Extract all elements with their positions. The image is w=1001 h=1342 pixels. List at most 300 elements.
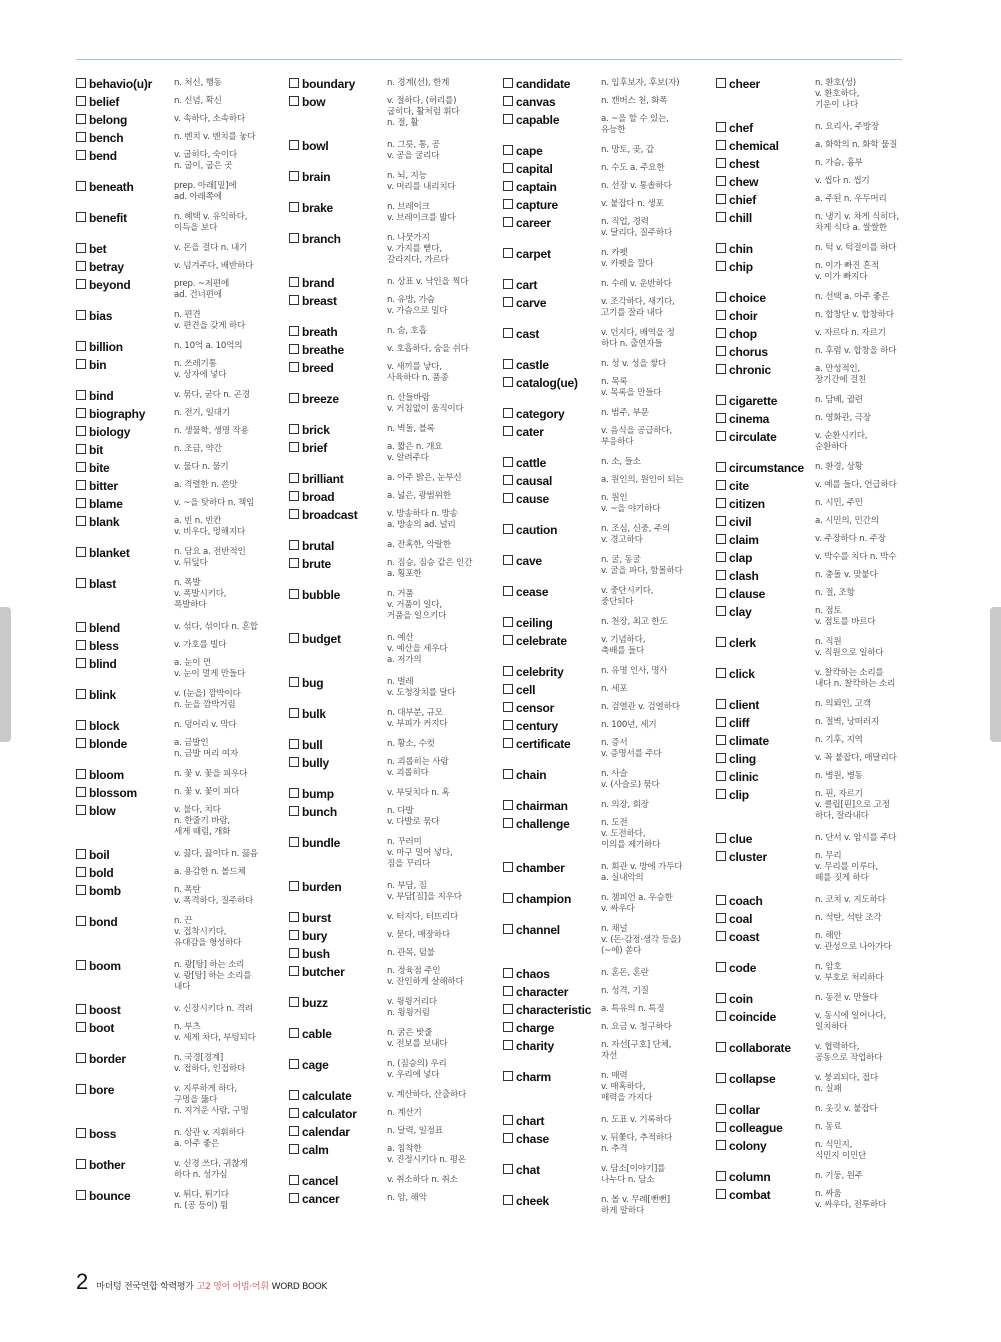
- vocab-word: [289, 325, 389, 339]
- vocab-word-label: bush: [302, 947, 330, 961]
- vocab-word-label: brief: [302, 441, 328, 455]
- checkbox-icon[interactable]: [289, 708, 299, 718]
- vocab-word: [716, 211, 816, 225]
- vocab-meaning: n. 굵은 밧줄 v. 전보를 보내다: [387, 1028, 448, 1049]
- vocab-meaning: n. 병원, 병동: [815, 771, 863, 781]
- vocab-meaning: n. 조심, 신중, 주의 v. 경고하다: [601, 524, 671, 545]
- vocab-word: [503, 162, 603, 176]
- checkbox-icon[interactable]: [716, 1171, 726, 1181]
- checkbox-icon[interactable]: [76, 310, 86, 320]
- vocab-word: [76, 719, 176, 733]
- checkbox-icon[interactable]: [76, 96, 86, 106]
- checkbox-icon[interactable]: [289, 1126, 299, 1136]
- vocab-meaning: n. 충돌 v. 맞붙다: [815, 570, 878, 580]
- vocab-meaning: n. 벤치 v. 벤치를 놓다: [174, 132, 256, 142]
- checkbox-icon[interactable]: [76, 498, 86, 508]
- checkbox-icon[interactable]: [76, 547, 86, 557]
- checkbox-icon[interactable]: [503, 279, 513, 289]
- checkbox-icon[interactable]: [716, 346, 726, 356]
- vocab-meaning: n. 혜택 v. 유익하다, 이득을 보다: [174, 212, 248, 233]
- checkbox-icon[interactable]: [76, 390, 86, 400]
- vocab-meaning: n. 턱 v. 턱걸이를 하다: [815, 243, 897, 253]
- checkbox-icon[interactable]: [503, 328, 513, 338]
- checkbox-icon[interactable]: [289, 1059, 299, 1069]
- checkbox-icon[interactable]: [716, 1104, 726, 1114]
- checkbox-icon[interactable]: [76, 720, 86, 730]
- vocab-word: [76, 621, 176, 635]
- checkbox-icon[interactable]: [716, 606, 726, 616]
- vocab-meaning: n. 범주, 부문: [601, 408, 649, 418]
- checkbox-icon[interactable]: [76, 1004, 86, 1014]
- checkbox-icon[interactable]: [76, 444, 86, 454]
- vocab-word: [76, 358, 176, 372]
- checkbox-icon[interactable]: [716, 1122, 726, 1132]
- checkbox-icon[interactable]: [76, 640, 86, 650]
- vocab-word: [716, 1139, 816, 1153]
- checkbox-icon[interactable]: [76, 279, 86, 289]
- vocab-meaning: n. 유방, 가슴 v. 가슴으로 밀다: [387, 295, 448, 316]
- vocab-meaning: v. 가호를 빌다: [174, 640, 227, 650]
- checkbox-icon[interactable]: [716, 364, 726, 374]
- checkbox-icon[interactable]: [716, 516, 726, 526]
- vocab-word-label: citizen: [729, 497, 765, 511]
- checkbox-icon[interactable]: [503, 738, 513, 748]
- checkbox-icon[interactable]: [76, 805, 86, 815]
- vocab-meaning: n. 자선[구호] 단체, 자선: [601, 1040, 672, 1061]
- vocab-meaning: v. 윙윙거리다 n. 윙윙거림: [387, 997, 437, 1018]
- vocab-word: [503, 425, 603, 439]
- vocab-word-label: chest: [729, 157, 760, 171]
- checkbox-icon[interactable]: [503, 635, 513, 645]
- vocab-word: [716, 363, 816, 377]
- checkbox-icon[interactable]: [716, 413, 726, 423]
- vocab-word: [503, 737, 603, 751]
- vocab-word-label: celebrity: [516, 665, 564, 679]
- checkbox-icon[interactable]: [289, 473, 299, 483]
- vocab-word-label: cigarette: [729, 394, 778, 408]
- vocab-meaning: a. ~을 할 수 있는, 유능한: [601, 114, 669, 135]
- checkbox-icon[interactable]: [76, 426, 86, 436]
- checkbox-icon[interactable]: [716, 668, 726, 678]
- checkbox-icon[interactable]: [716, 913, 726, 923]
- checkbox-icon[interactable]: [289, 966, 299, 976]
- checkbox-icon[interactable]: [716, 552, 726, 562]
- vocab-word-label: combat: [729, 1188, 771, 1202]
- checkbox-icon[interactable]: [289, 540, 299, 550]
- checkbox-icon[interactable]: [76, 1190, 86, 1200]
- vocab-meaning: n. 가슴, 흉부: [815, 158, 863, 168]
- checkbox-icon[interactable]: [76, 1159, 86, 1169]
- checkbox-icon[interactable]: [503, 684, 513, 694]
- checkbox-icon[interactable]: [289, 140, 299, 150]
- vocab-word-label: blend: [89, 621, 120, 635]
- checkbox-icon[interactable]: [289, 277, 299, 287]
- vocab-word: [76, 657, 176, 671]
- checkbox-icon[interactable]: [716, 789, 726, 799]
- vocab-word: [289, 738, 389, 752]
- vocab-meaning: n. 도표 v. 기록하다: [601, 1115, 672, 1125]
- checkbox-icon[interactable]: [76, 359, 86, 369]
- checkbox-icon[interactable]: [716, 833, 726, 843]
- vocab-meaning: n. 냉기 v. 차게 식히다, 차게 식다 a. 쌀쌀한: [815, 212, 899, 233]
- vocab-meaning: a. 원인의, 원인이 되는: [601, 475, 684, 485]
- checkbox-icon[interactable]: [76, 480, 86, 490]
- checkbox-icon[interactable]: [716, 1140, 726, 1150]
- checkbox-icon[interactable]: [76, 1022, 86, 1032]
- checkbox-icon[interactable]: [716, 1073, 726, 1083]
- vocab-word-label: behavio(u)r: [89, 77, 153, 91]
- checkbox-icon[interactable]: [503, 1022, 513, 1032]
- checkbox-icon[interactable]: [503, 163, 513, 173]
- vocab-meaning: a. 시민의, 민간의: [815, 516, 879, 526]
- checkbox-icon[interactable]: [503, 1071, 513, 1081]
- vocab-meaning: n. 의장, 회장: [601, 800, 649, 810]
- checkbox-icon[interactable]: [289, 788, 299, 798]
- vocab-word-label: bow: [302, 95, 326, 109]
- checkbox-icon[interactable]: [76, 867, 86, 877]
- vocab-meaning: n. 관목, 덤불: [387, 948, 435, 958]
- checkbox-icon[interactable]: [716, 588, 726, 598]
- checkbox-icon[interactable]: [503, 586, 513, 596]
- vocab-meaning: v. 절하다, (허리를) 굽히다, 활처럼 휘다 n. 절, 활: [387, 96, 460, 128]
- checkbox-icon[interactable]: [503, 217, 513, 227]
- vocab-word-label: breast: [302, 294, 337, 308]
- checkbox-icon[interactable]: [289, 948, 299, 958]
- vocab-word: [289, 201, 389, 215]
- checkbox-icon[interactable]: [503, 702, 513, 712]
- vocab-word-label: bend: [89, 149, 117, 163]
- vocab-word: [503, 113, 603, 127]
- checkbox-icon[interactable]: [503, 145, 513, 155]
- checkbox-icon[interactable]: [716, 735, 726, 745]
- checkbox-icon[interactable]: [289, 997, 299, 1007]
- vocab-meaning: v. 찰칵하는 소리를 내다 n. 찰칵하는 소리: [815, 668, 896, 689]
- checkbox-icon[interactable]: [716, 534, 726, 544]
- vocab-word: [289, 996, 389, 1010]
- vocab-word-label: clerk: [729, 636, 757, 650]
- checkbox-icon[interactable]: [289, 912, 299, 922]
- checkbox-icon[interactable]: [716, 962, 726, 972]
- checkbox-icon[interactable]: [716, 1011, 726, 1021]
- checkbox-icon[interactable]: [289, 757, 299, 767]
- checkbox-icon[interactable]: [503, 617, 513, 627]
- vocab-meaning: n. 벌레 v. 도청장치를 달다: [387, 677, 456, 698]
- checkbox-icon[interactable]: [289, 558, 299, 568]
- vocab-word: [716, 850, 816, 864]
- checkbox-icon[interactable]: [289, 202, 299, 212]
- checkbox-icon[interactable]: [716, 717, 726, 727]
- checkbox-icon[interactable]: [76, 622, 86, 632]
- checkbox-icon[interactable]: [76, 150, 86, 160]
- vocab-word: [503, 634, 603, 648]
- checkbox-icon[interactable]: [716, 310, 726, 320]
- checkbox-icon[interactable]: [76, 960, 86, 970]
- vocab-word: [716, 139, 816, 153]
- vocab-word-label: belief: [89, 95, 120, 109]
- vocab-meaning: n. 직업, 경력 v. 달리다, 질주하다: [601, 217, 673, 238]
- checkbox-icon[interactable]: [76, 78, 86, 88]
- checkbox-icon[interactable]: [716, 462, 726, 472]
- checkbox-icon[interactable]: [76, 689, 86, 699]
- checkbox-icon[interactable]: [503, 297, 513, 307]
- vocab-word-label: cable: [302, 1027, 332, 1041]
- checkbox-icon[interactable]: [289, 344, 299, 354]
- vocab-meaning: n. 거품 v. 거품이 일다, 거품을 일으키다: [387, 589, 447, 621]
- checkbox-icon[interactable]: [76, 885, 86, 895]
- vocab-meaning: n. 선택 a. 아주 좋은: [815, 292, 890, 302]
- vocab-word: [289, 139, 389, 153]
- checkbox-icon[interactable]: [289, 1193, 299, 1203]
- checkbox-icon[interactable]: [503, 475, 513, 485]
- checkbox-icon[interactable]: [716, 261, 726, 271]
- vocab-word: [76, 1189, 176, 1203]
- checkbox-icon[interactable]: [76, 916, 86, 926]
- checkbox-icon[interactable]: [289, 171, 299, 181]
- checkbox-icon[interactable]: [716, 194, 726, 204]
- vocab-meaning: n. 동료: [815, 1122, 842, 1132]
- checkbox-icon[interactable]: [289, 930, 299, 940]
- checkbox-icon[interactable]: [503, 968, 513, 978]
- checkbox-icon[interactable]: [289, 881, 299, 891]
- vocab-word-label: colleague: [729, 1121, 783, 1135]
- checkbox-icon[interactable]: [503, 1133, 513, 1143]
- vocab-word-label: bully: [302, 756, 330, 770]
- vocab-word-label: career: [516, 216, 551, 230]
- checkbox-icon[interactable]: [716, 328, 726, 338]
- checkbox-icon[interactable]: [716, 699, 726, 709]
- vocab-word: [716, 394, 816, 408]
- checkbox-icon[interactable]: [76, 1084, 86, 1094]
- checkbox-icon[interactable]: [289, 589, 299, 599]
- vocab-meaning: a. 침착한 v. 진정시키다 n. 평온: [387, 1144, 466, 1165]
- checkbox-icon[interactable]: [716, 895, 726, 905]
- checkbox-icon[interactable]: [289, 1090, 299, 1100]
- checkbox-icon[interactable]: [503, 78, 513, 88]
- checkbox-icon[interactable]: [503, 769, 513, 779]
- checkbox-icon[interactable]: [289, 1144, 299, 1154]
- checkbox-icon[interactable]: [76, 181, 86, 191]
- checkbox-icon[interactable]: [289, 509, 299, 519]
- checkbox-icon[interactable]: [289, 1175, 299, 1185]
- checkbox-icon[interactable]: [289, 326, 299, 336]
- checkbox-icon[interactable]: [503, 862, 513, 872]
- checkbox-icon[interactable]: [289, 362, 299, 372]
- checkbox-icon[interactable]: [289, 424, 299, 434]
- vocab-meaning: n. 경계(선), 한계: [387, 78, 450, 88]
- vocab-word: [716, 716, 816, 730]
- checkbox-icon[interactable]: [503, 1004, 513, 1014]
- vocab-word-label: blossom: [89, 786, 137, 800]
- checkbox-icon[interactable]: [503, 986, 513, 996]
- vocab-meaning: n. 증서 v. 증명서를 주다: [601, 738, 662, 759]
- checkbox-icon[interactable]: [503, 666, 513, 676]
- vocab-word-label: chaos: [516, 967, 550, 981]
- checkbox-icon[interactable]: [76, 849, 86, 859]
- vocab-word-label: bull: [302, 738, 323, 752]
- checkbox-icon[interactable]: [503, 426, 513, 436]
- checkbox-icon[interactable]: [716, 851, 726, 861]
- checkbox-icon[interactable]: [716, 993, 726, 1003]
- vocab-meaning: n. 수레 v. 운반하다: [601, 279, 672, 289]
- vocab-word-label: branch: [302, 232, 341, 246]
- checkbox-icon[interactable]: [76, 341, 86, 351]
- vocab-meaning: n. 덩어리 v. 막다: [174, 720, 237, 730]
- checkbox-icon[interactable]: [716, 771, 726, 781]
- vocab-word: [289, 1058, 389, 1072]
- vocab-word: [716, 605, 816, 619]
- left-page-tab: [0, 607, 11, 742]
- checkbox-icon[interactable]: [503, 555, 513, 565]
- checkbox-icon[interactable]: [716, 78, 726, 88]
- vocab-meaning: v. 박수를 치다 n. 박수: [815, 552, 897, 562]
- vocab-meaning: a. 금발인 n. 금발 머리 여자: [174, 738, 238, 759]
- vocab-word: [76, 77, 176, 91]
- vocab-meaning: a. 아주 밝은, 눈부신: [387, 473, 462, 483]
- checkbox-icon[interactable]: [503, 893, 513, 903]
- vocab-meaning: n. 달력, 일정표: [387, 1126, 443, 1136]
- vocab-meaning: n. 수도 a. 주요한: [601, 163, 665, 173]
- checkbox-icon[interactable]: [716, 480, 726, 490]
- checkbox-icon[interactable]: [716, 431, 726, 441]
- vocab-word-label: bundle: [302, 836, 341, 850]
- checkbox-icon[interactable]: [76, 1053, 86, 1063]
- checkbox-icon[interactable]: [503, 181, 513, 191]
- vocab-word: [76, 211, 176, 225]
- vocab-word: [76, 260, 176, 274]
- checkbox-icon[interactable]: [716, 1189, 726, 1199]
- vocab-word: [503, 923, 603, 937]
- vocab-meaning: v. 자르다 n. 자르기: [815, 328, 886, 338]
- checkbox-icon[interactable]: [716, 122, 726, 132]
- vocab-meaning: n. 원인 v. ~을 야기하다: [601, 493, 661, 514]
- vocab-word-label: cape: [516, 144, 543, 158]
- vocab-word-label: bond: [89, 915, 118, 929]
- checkbox-icon[interactable]: [503, 1195, 513, 1205]
- checkbox-icon[interactable]: [76, 658, 86, 668]
- vocab-word-label: brain: [302, 170, 331, 184]
- checkbox-icon[interactable]: [503, 457, 513, 467]
- checkbox-icon[interactable]: [503, 114, 513, 124]
- vocab-meaning: v. 신장시키다 n. 격려: [174, 1004, 253, 1014]
- checkbox-icon[interactable]: [289, 393, 299, 403]
- checkbox-icon[interactable]: [76, 578, 86, 588]
- checkbox-icon[interactable]: [289, 491, 299, 501]
- checkbox-icon[interactable]: [76, 769, 86, 779]
- checkbox-icon[interactable]: [289, 233, 299, 243]
- checkbox-icon[interactable]: [503, 96, 513, 106]
- checkbox-icon[interactable]: [503, 377, 513, 387]
- vocab-word: [716, 515, 816, 529]
- vocab-word-label: characteristic: [516, 1003, 592, 1017]
- checkbox-icon[interactable]: [289, 739, 299, 749]
- checkbox-icon[interactable]: [503, 248, 513, 258]
- checkbox-icon[interactable]: [716, 176, 726, 186]
- checkbox-icon[interactable]: [76, 1128, 86, 1138]
- checkbox-icon[interactable]: [503, 800, 513, 810]
- checkbox-icon[interactable]: [716, 931, 726, 941]
- checkbox-icon[interactable]: [716, 753, 726, 763]
- checkbox-icon[interactable]: [76, 243, 86, 253]
- checkbox-icon[interactable]: [716, 158, 726, 168]
- checkbox-icon[interactable]: [503, 408, 513, 418]
- checkbox-icon[interactable]: [716, 1042, 726, 1052]
- checkbox-icon[interactable]: [289, 837, 299, 847]
- checkbox-icon[interactable]: [289, 1108, 299, 1118]
- checkbox-icon[interactable]: [716, 212, 726, 222]
- vocab-word: [503, 585, 603, 599]
- vocab-meaning: v. 취소하다 n. 취소: [387, 1175, 458, 1185]
- vocab-meaning: n. 코치 v. 지도하다: [815, 895, 886, 905]
- checkbox-icon[interactable]: [289, 96, 299, 106]
- vocab-meaning: a. 용감한 n. 볼드체: [174, 867, 246, 877]
- checkbox-icon[interactable]: [76, 114, 86, 124]
- vocab-word: [503, 768, 603, 782]
- vocab-meaning: a. 특유의 n. 특징: [601, 1004, 665, 1014]
- vocab-word: [76, 149, 176, 163]
- checkbox-icon[interactable]: [76, 408, 86, 418]
- checkbox-icon[interactable]: [503, 199, 513, 209]
- vocab-meaning: n. 10억 a. 10억의: [174, 341, 243, 351]
- vocab-meaning: n. 굴, 동굴 v. 굴을 파다, 함몰하다: [601, 555, 683, 576]
- checkbox-icon[interactable]: [716, 637, 726, 647]
- checkbox-icon[interactable]: [289, 806, 299, 816]
- checkbox-icon[interactable]: [76, 132, 86, 142]
- checkbox-icon[interactable]: [716, 395, 726, 405]
- vocab-meaning: n. 끈 v. 접착시키다, 유대감을 형성하다: [174, 916, 242, 948]
- checkbox-icon[interactable]: [503, 1040, 513, 1050]
- vocab-word: [289, 508, 389, 522]
- checkbox-icon[interactable]: [716, 292, 726, 302]
- checkbox-icon[interactable]: [76, 261, 86, 271]
- checkbox-icon[interactable]: [76, 516, 86, 526]
- vocab-meaning: v. 주장하다 n. 주장: [815, 534, 886, 544]
- vocab-word-label: brake: [302, 201, 334, 215]
- checkbox-icon[interactable]: [289, 677, 299, 687]
- checkbox-icon[interactable]: [76, 462, 86, 472]
- checkbox-icon[interactable]: [716, 498, 726, 508]
- vocab-meaning: v. 씹다 n. 씹기: [815, 176, 870, 186]
- checkbox-icon[interactable]: [503, 1164, 513, 1174]
- vocab-word-label: calculate: [302, 1089, 352, 1103]
- vocab-word: [716, 345, 816, 359]
- vocab-word: [503, 216, 603, 230]
- checkbox-icon[interactable]: [76, 212, 86, 222]
- vocab-meaning: n. 쓰레기통 v. 상자에 넣다: [174, 359, 227, 380]
- checkbox-icon[interactable]: [503, 924, 513, 934]
- checkbox-icon[interactable]: [289, 295, 299, 305]
- checkbox-icon[interactable]: [716, 243, 726, 253]
- checkbox-icon[interactable]: [503, 1115, 513, 1125]
- checkbox-icon[interactable]: [503, 818, 513, 828]
- checkbox-icon[interactable]: [289, 442, 299, 452]
- checkbox-icon[interactable]: [716, 140, 726, 150]
- checkbox-icon[interactable]: [289, 78, 299, 88]
- vocab-word-label: chew: [729, 175, 759, 189]
- checkbox-icon[interactable]: [716, 570, 726, 580]
- checkbox-icon[interactable]: [503, 524, 513, 534]
- checkbox-icon[interactable]: [503, 493, 513, 503]
- vocab-word: [503, 180, 603, 194]
- checkbox-icon[interactable]: [76, 787, 86, 797]
- checkbox-icon[interactable]: [76, 738, 86, 748]
- vocab-word-label: bug: [302, 676, 324, 690]
- checkbox-icon[interactable]: [289, 1028, 299, 1038]
- checkbox-icon[interactable]: [289, 633, 299, 643]
- checkbox-icon[interactable]: [503, 720, 513, 730]
- vocab-word-label: certificate: [516, 737, 571, 751]
- checkbox-icon[interactable]: [503, 359, 513, 369]
- vocab-meaning: n. 동전 v. 만들다: [815, 993, 878, 1003]
